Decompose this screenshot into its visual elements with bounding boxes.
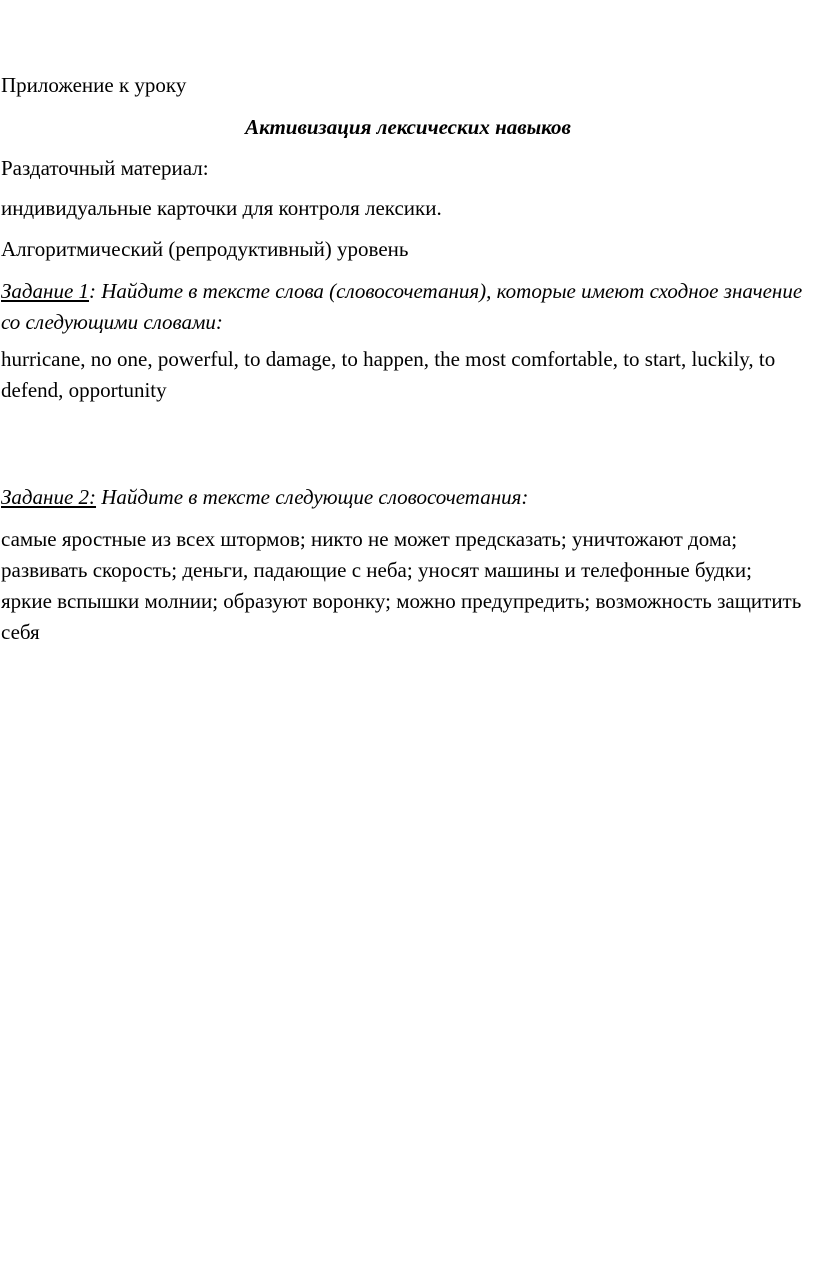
task1-words: hurricane, no one, powerful, to damage, to happen, the most comfortable, to start, luckily, to defend, opportunity — [1, 347, 776, 402]
task1-label: Задание 1 — [1, 279, 90, 303]
task2-phrases: самые яростные из всех штормов; никто не может предсказать; уничтожают дома; развивать скорость; деньги, падающие с неба; уносят машины и телефонные будки; яркие вспышки молнии; образуют воронку; можно предупредить; возможность защитить себя — [1, 527, 802, 644]
handout-label: Раздаточный материал: — [1, 156, 209, 180]
task2-label: Задание 2: — [1, 485, 97, 509]
task1-instruction: : Найдите в тексте слова (словосочетания), которые имеют сходное значение со следующими словами: — [1, 279, 803, 334]
task1-paragraph — [1, 276, 808, 338]
task2-paragraph — [1, 482, 808, 513]
level-line: Алгоритмический (репродуктивный) уровень — [1, 237, 409, 261]
document-title: Активизация лексических навыков — [245, 115, 571, 139]
handout-description: индивидуальные карточки для контроля лексики. — [1, 196, 442, 220]
appendix-line: Приложение к уроку — [1, 73, 187, 97]
task2-instruction: Найдите в тексте следующие словосочетания: — [96, 485, 529, 509]
